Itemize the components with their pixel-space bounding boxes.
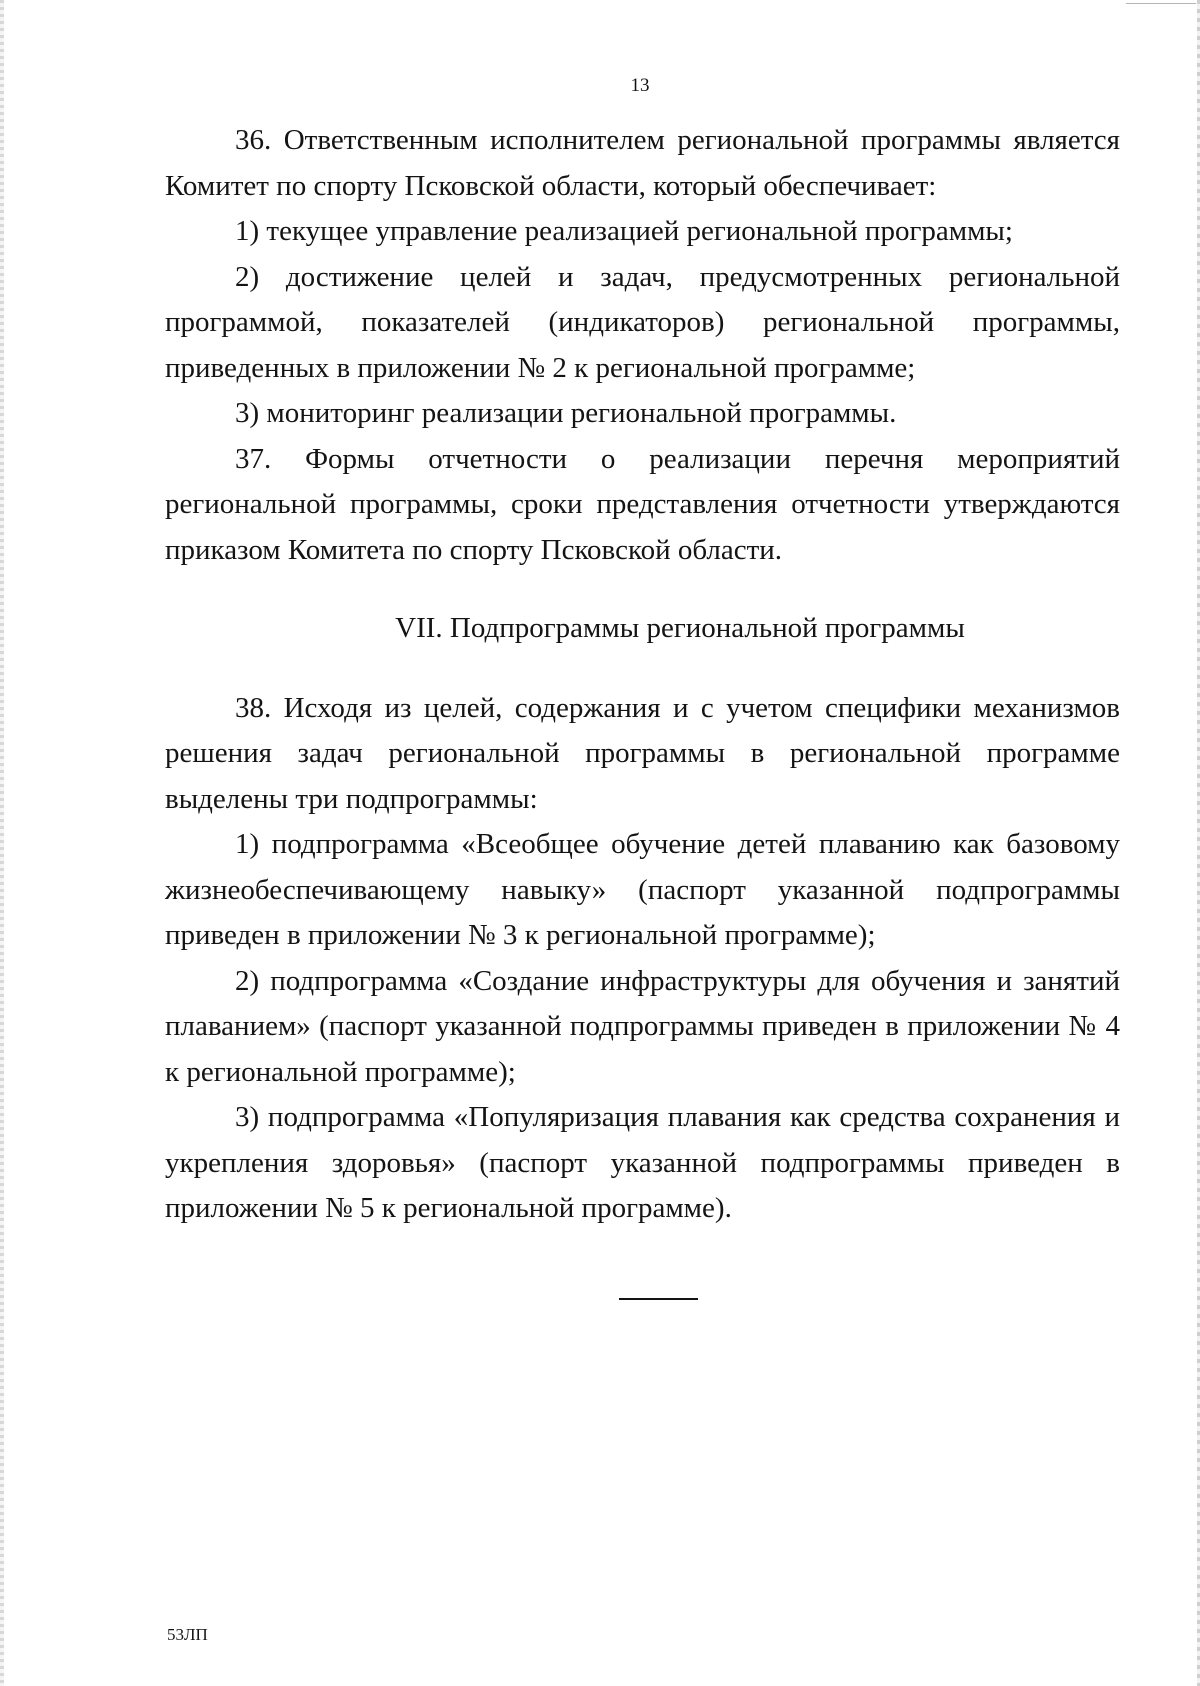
paragraph-38-item-2: 2) подпрограмма «Создание инфраструктуры для обучения и занятий плаванием» (паспорт указанной подпрограммы приведен в приложении № 4 к региональной программе); <box>165 964 1120 1088</box>
paragraph-38-item-3: 3) подпрограмма «Популяризация плавания как средства сохранения и укрепления здоровья» (паспорт указанной подпрограммы приведен в приложении № 5 к региональной программе). <box>165 1101 1120 1224</box>
page-number: 13 <box>630 75 650 96</box>
paragraph-36-item-3: 3) мониторинг реализации региональной программы. <box>235 397 897 429</box>
end-of-text-rule <box>619 1298 698 1300</box>
paragraph-38-item-1: 1) подпрограмма «Всеобщее обучение детей плаванию как базовому жизнеобеспечивающему навыку» (паспорт указанной подпрограммы приведен в приложении № 3 к региональной программе); <box>165 828 1120 951</box>
paragraph-38: 38. Исходя из целей, содержания и с учетом специфики механизмов решения задач региональной программы в региональной программе выделены три подпрограммы: <box>165 691 1120 815</box>
paragraph-36: 36. Ответственным исполнителем региональной программы является Комитет по спорту Псковской области, который обеспечивает: <box>165 124 1120 202</box>
scan-edge-left <box>0 0 4 1686</box>
section-heading: VII. Подпрограммы региональной программы <box>395 612 965 644</box>
paragraph-36-item-2: 2) достижение целей и задач, предусмотренных региональной программой, показателей (индикаторов) региональной программы, приведенных в приложении № 2 к региональной программе; <box>165 260 1120 384</box>
document-body <box>165 118 1120 1232</box>
paragraph-36-item-1: 1) текущее управление реализацией региональной программы; <box>235 215 1013 247</box>
paragraph-37: 37. Формы отчетности о реализации перечня мероприятий региональной программы, сроки представления отчетности утверждаются приказом Комитета по спорту Псковской области. <box>165 442 1120 566</box>
footer-code: 53ЛП <box>167 1625 208 1644</box>
scan-top-line <box>1126 3 1196 4</box>
